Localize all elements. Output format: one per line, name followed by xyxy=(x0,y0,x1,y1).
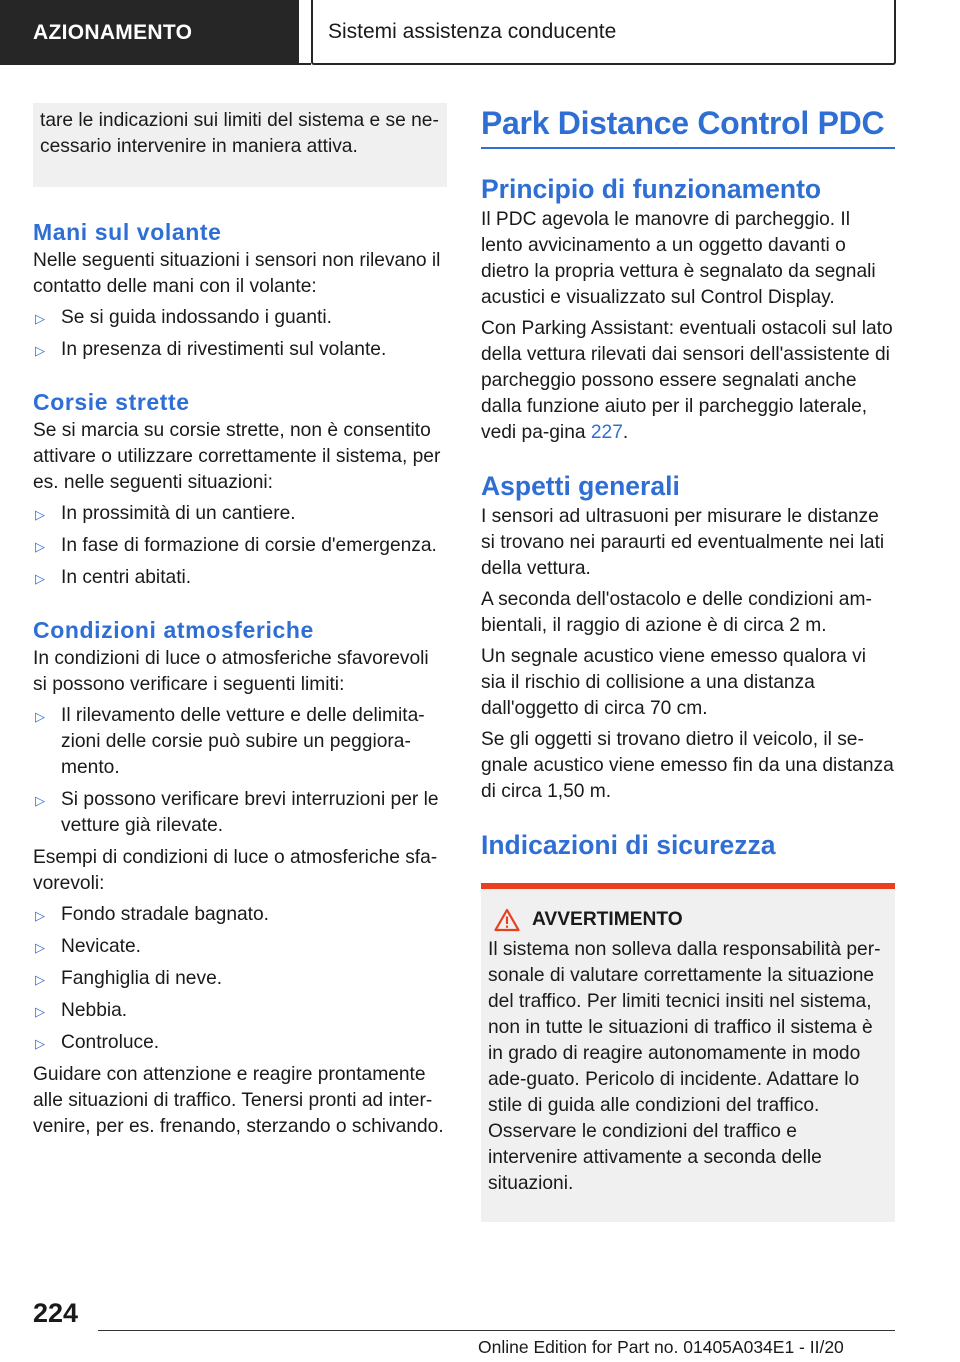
right-column xyxy=(481,103,895,1222)
triangle-bullet-icon: ▷ xyxy=(35,709,45,724)
footer-divider xyxy=(98,1330,895,1331)
note-text: tare le indicazioni sui limiti del sistema e se ne-cessario intervenire in maniera attiva. xyxy=(40,110,439,157)
list-item: ▷ In fase di formazione di corsie d'emergenza. xyxy=(33,533,447,559)
triangle-bullet-icon: ▷ xyxy=(35,571,45,586)
page-number: 224 xyxy=(33,1298,79,1328)
hands-list xyxy=(33,305,447,363)
list-item: ▷ In presenza di rivestimenti sul volante. xyxy=(33,337,447,363)
note-box xyxy=(33,103,447,187)
list-item: ▷ In prossimità di un cantiere. xyxy=(33,501,447,527)
triangle-bullet-icon: ▷ xyxy=(35,908,45,923)
warning-triangle-icon xyxy=(494,908,520,932)
list-item: ▷ Se si guida indossando i guanti. xyxy=(33,305,447,331)
general-p1: I sensori ad ultrasuoni per misurare le distanze si trovano nei paraurti ed eventualmente nei lati della vettura. xyxy=(481,506,885,579)
chapter-tab[interactable] xyxy=(311,0,896,65)
section-tab[interactable] xyxy=(0,0,299,65)
lanes-list xyxy=(33,501,447,591)
triangle-bullet-icon: ▷ xyxy=(35,793,45,808)
general-p4: Se gli oggetti si trovano dietro il veicolo, il se-gnale acustico viene emesso fin da una distanza di circa 1,50 m. xyxy=(481,729,894,802)
list-item: ▷ Fondo stradale bagnato. xyxy=(33,902,447,928)
weather-heading: Condizioni atmosferiche xyxy=(33,617,314,643)
general-heading: Aspetti generali xyxy=(481,471,680,501)
list-item: ▷ Controluce. xyxy=(33,1030,447,1056)
warning-title xyxy=(488,907,888,933)
warning-label: AVVERTIMENTO xyxy=(532,909,683,930)
list-item: ▷ Fanghiglia di neve. xyxy=(33,966,447,992)
general-p3: Un segnale acustico viene emesso qualora vi sia il rischio di collisione a una distanza dall'oggetto di circa 70 cm. xyxy=(481,646,867,719)
footer-edition: Online Edition for Part no. 01405A034E1 - II/20 xyxy=(478,1337,844,1357)
left-column xyxy=(33,103,447,1145)
triangle-bullet-icon: ▷ xyxy=(35,972,45,987)
triangle-bullet-icon: ▷ xyxy=(35,343,45,358)
list-item: ▷ Nevicate. xyxy=(33,934,447,960)
list-item: ▷ In centri abitati. xyxy=(33,565,447,591)
triangle-bullet-icon: ▷ xyxy=(35,507,45,522)
list-item: ▷ Si possono verificare brevi interruzioni per le vetture già rilevate. xyxy=(35,789,439,836)
page-link[interactable]: 227 xyxy=(590,422,623,443)
list-item: ▷ Nebbia. xyxy=(33,998,447,1024)
weather-intro: In condizioni di luce o atmosferiche sfavorevoli si possono verificare i seguenti limiti: xyxy=(33,648,429,695)
list-item: ▷ Il rilevamento delle vetture e delle delimita-zioni delle corsie può subire un peggiora-mento. xyxy=(35,705,425,778)
warning-box xyxy=(481,889,895,1222)
triangle-bullet-icon: ▷ xyxy=(35,311,45,326)
section-title: AZIONAMENTO xyxy=(33,20,193,44)
triangle-bullet-icon: ▷ xyxy=(35,539,45,554)
hands-intro: Nelle seguenti situazioni i sensori non rilevano il contatto delle mani con il volante: xyxy=(33,250,441,297)
general-p2: A seconda dell'ostacolo e delle condizioni am-bientali, il raggio di azione è di circa 2 m. xyxy=(481,589,872,636)
triangle-bullet-icon: ▷ xyxy=(35,940,45,955)
triangle-bullet-icon: ▷ xyxy=(35,1036,45,1051)
chapter-title: Sistemi assistenza conducente xyxy=(328,19,617,43)
lanes-intro: Se si marcia su corsie strette, non è consentito attivare o utilizzare correttamente il sistema, per es. nelle seguenti situazioni: xyxy=(33,420,441,493)
triangle-bullet-icon: ▷ xyxy=(35,1004,45,1019)
weather-examples-list xyxy=(33,902,447,1056)
weather-limits-list xyxy=(33,703,447,839)
hands-heading: Mani sul volante xyxy=(33,219,222,245)
principle-heading: Principio di funzionamento xyxy=(481,174,822,204)
principle-p2: Con Parking Assistant: eventuali ostacoli sul lato della vettura rilevati dai sensori dell'assistente di parcheggio possono essere segnalati anche dalla funzione aiuto per il parcheggio laterale, vedi pa-gina 227. xyxy=(481,318,893,443)
warning-text: Il sistema non solleva dalla responsabilità per-sonale di valutare correttamente la situazione del traffico. Per limiti tecnici insiti nel sistema, non in tutte le situazioni di traffico il sistema è in grado di reagire autonomamente in modo ade-guato. Pericolo di incidente. Adattare lo stile di guida alle condizioni del traffico. Osservare le condizioni del traffico e intervenire attivamente a seconda delle situazioni. xyxy=(488,939,881,1194)
lanes-heading: Corsie strette xyxy=(33,389,190,415)
principle-p1: Il PDC agevola le manovre di parcheggio. Il lento avvicinamento a un oggetto davanti o dietro la propria vettura è segnalato da segnali acustici e visualizzato sul Control Display. xyxy=(481,209,876,308)
weather-examples-intro: Esempi di condizioni di luce o atmosferiche sfa-vorevoli: xyxy=(33,847,438,894)
page-title: Park Distance Control PDC xyxy=(481,103,895,149)
safety-heading: Indicazioni di sicurezza xyxy=(481,830,776,860)
weather-closing: Guidare con attenzione e reagire prontamente alle situazioni di traffico. Tenersi pronti ad inter-venire, per es. frenando, sterzando o schivando. xyxy=(33,1064,444,1137)
header-divider xyxy=(299,63,311,65)
